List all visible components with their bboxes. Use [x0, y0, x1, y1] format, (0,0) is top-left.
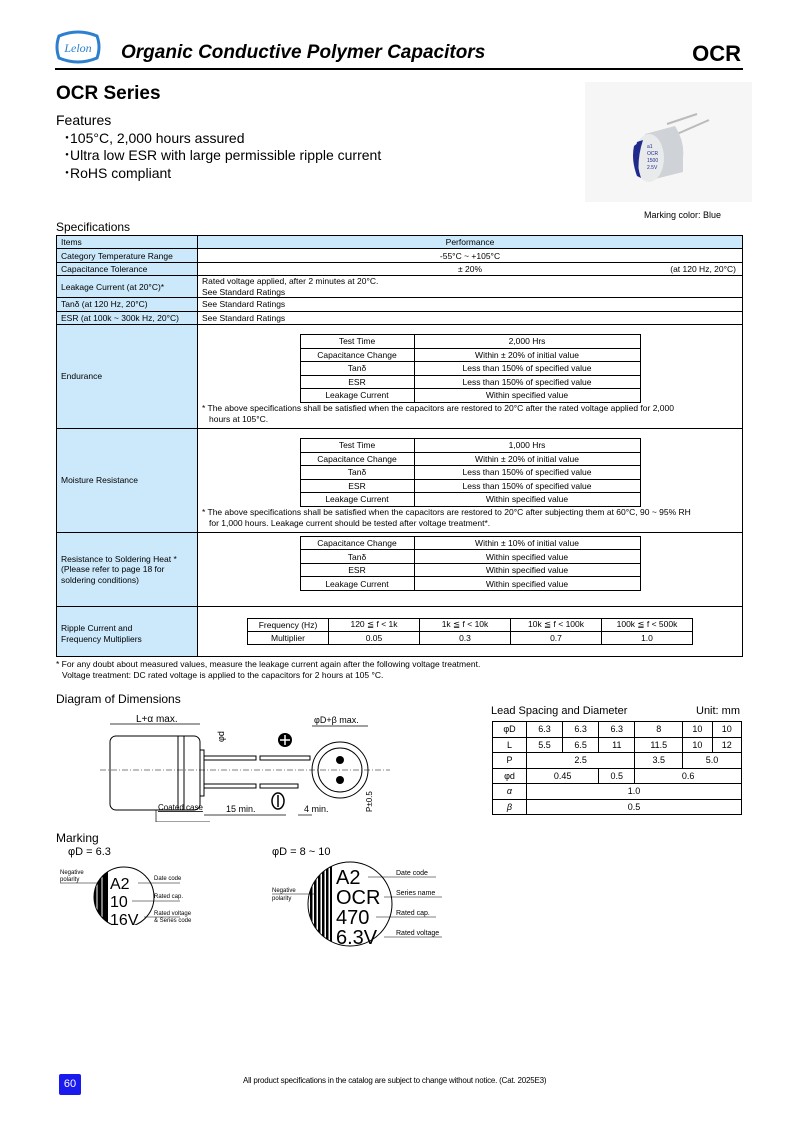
item-value: -55°C ~ +105°C: [198, 249, 743, 262]
table-row: L 5.5 6.5 11 11.5 10 12: [493, 737, 742, 753]
features-heading: Features: [56, 112, 112, 128]
svg-text:φD+β max.: φD+β max.: [314, 715, 359, 725]
large-size-label: φD = 8 ~ 10: [272, 846, 331, 858]
svg-text:2.5V: 2.5V: [647, 165, 658, 171]
table-row: β 0.5: [493, 799, 742, 815]
performance-header: Performance: [198, 236, 743, 249]
svg-text:10: 10: [110, 894, 128, 911]
lelon-logo-icon: [55, 30, 101, 64]
svg-text:Rated cap.: Rated cap.: [154, 894, 184, 900]
small-size-label: φD = 6.3: [68, 846, 111, 858]
series-code: OCR: [692, 41, 741, 66]
svg-text:Rated voltage: Rated voltage: [396, 930, 440, 937]
svg-text:Negative: Negative: [60, 870, 84, 876]
moisture-note: * The above specifications shall be satisfied when the capacitors are restored to 20°C after subjecting them at 60°C, 90 ~ 95% RH: [202, 506, 691, 517]
svg-text:Date code: Date code: [154, 876, 182, 882]
svg-text:16V: 16V: [110, 912, 139, 925]
condition-text: (at 120 Hz, 20°C): [670, 263, 736, 274]
svg-text:Lelon: Lelon: [64, 41, 92, 55]
svg-text:470: 470: [336, 907, 370, 929]
svg-text:1500: 1500: [647, 158, 659, 164]
items-header: Items: [57, 236, 198, 249]
svg-text:L+α max.: L+α max.: [136, 714, 178, 725]
ripple-table: Frequency (Hz) 120 ≦ f < 1k 1k ≦ f < 10k 10k ≦ f < 100k 100k ≦ f < 500k Multiplier 0.05 0.3 0.7 1.0: [247, 618, 693, 645]
features-section: [56, 112, 381, 182]
unit-label: Unit: mm: [696, 705, 740, 717]
table-row: φD 6.3 6.3 6.3 8 10 10: [493, 722, 742, 738]
svg-text:4 min.: 4 min.: [304, 804, 329, 814]
svg-text:A2: A2: [110, 876, 130, 893]
svg-text:OCR: OCR: [647, 151, 659, 157]
item-value: See Standard Ratings: [198, 311, 743, 324]
item-value: See Standard Ratings: [198, 298, 743, 311]
lead-spacing-table: [492, 721, 742, 815]
dimensions-label: Diagram of Dimensions: [56, 692, 181, 706]
table-row: [57, 311, 743, 324]
item-label: Capacitance Tolerance: [57, 262, 198, 275]
marking-label: Marking: [56, 831, 99, 845]
svg-text:Date code: Date code: [396, 870, 428, 877]
item-value: ± 20% (at 120 Hz, 20°C): [198, 262, 743, 275]
item-label: ESR (at 100k ~ 300k Hz, 20°C): [57, 311, 198, 324]
marking-diagram-large: [266, 860, 466, 950]
table-row: [57, 236, 743, 249]
table-row: α 1.0: [493, 784, 742, 800]
svg-text:Negative: Negative: [272, 888, 296, 894]
feature-item: ・Ultra low ESR with large permissible ripple current: [60, 147, 382, 163]
moisture-table: Test Time 1,000 Hrs Capacitance Change Within ± 20% of initial value Tanδ Less than 150% of specified value ESR Less than 150% of specified value Leakage Current Within specified value: [300, 438, 641, 507]
marking-diagram-small: [60, 865, 260, 925]
svg-text:OCR: OCR: [336, 887, 381, 909]
specifications-label: Specifications: [56, 220, 131, 234]
item-label: Endurance: [57, 324, 198, 428]
endurance-table: Test Time 2,000 Hrs Capacitance Change Within ± 20% of initial value Tanδ Less than 150% of specified value ESR Less than 150% of specified value Leakage Current Within specified value: [300, 334, 641, 403]
feature-item: ・RoHS compliant: [60, 164, 172, 181]
footer-note: All product specifications in the catalog are subject to change without notice. (Cat. 2025E3): [243, 1076, 547, 1085]
item-label: Leakage Current (at 20°C)*: [57, 276, 198, 298]
endurance-note: * The above specifications shall be satisfied when the capacitors are restored to 20°C after the rated voltage applied for 2,000: [202, 402, 674, 413]
table-row: [57, 276, 743, 298]
svg-text:φd: φd: [216, 731, 226, 742]
endurance-detail: Test Time 2,000 Hrs Capacitance Change Within ± 20% of initial value Tanδ Less than 150% of specified value ESR Less than 150% of specified value Leakage Current Within specified value * The above specifications shall be satisfied when the capacitors are restored to 20°C after the rated voltage applied for 2,000 hours at 105°C.: [198, 324, 743, 428]
item-label: Tanδ (at 120 Hz, 20°C): [57, 298, 198, 311]
table-row: [57, 428, 743, 532]
svg-text:15 min.: 15 min.: [226, 804, 256, 814]
catalog-title: Organic Conductive Polymer Capacitors: [121, 42, 486, 63]
svg-text:Rated voltage: Rated voltage: [154, 911, 192, 917]
item-value: Rated voltage applied, after 2 minutes at 20°C. See Standard Ratings: [198, 276, 743, 298]
table-row: [57, 606, 743, 656]
series-title: OCR Series: [56, 83, 161, 104]
table-row: P 2.5 3.5 5.0: [493, 753, 742, 769]
product-photo: [585, 82, 752, 202]
voltage-treatment-footnote: * For any doubt about measured values, measure the leakage current again after the following voltage treatment. Voltage treatment: DC rated voltage is applied to the capacitors for 2 hours at 105 °C.: [56, 659, 481, 680]
table-row: [57, 298, 743, 311]
item-label: Moisture Resistance: [57, 428, 198, 532]
svg-text:& Series code: & Series code: [154, 918, 192, 924]
ripple-detail: [198, 606, 743, 656]
specifications-table: [56, 235, 743, 657]
table-row: [57, 532, 743, 606]
table-row: [57, 262, 743, 275]
table-row: [57, 324, 743, 428]
item-label: Category Temperature Range: [57, 249, 198, 262]
svg-text:Coated case: Coated case: [158, 803, 203, 812]
item-label: Ripple Current and Frequency Multipliers: [57, 606, 198, 656]
table-row: [57, 249, 743, 262]
svg-text:P±0.5: P±0.5: [365, 791, 374, 812]
svg-text:Series name: Series name: [396, 890, 436, 897]
capacitor-image-icon: [585, 82, 752, 202]
soldering-table: Capacitance Change Within ± 10% of initial value Tanδ Within specified value ESR Within specified value Leakage Current Within specified value: [300, 536, 641, 591]
svg-text:A2: A2: [336, 867, 361, 889]
feature-item: ・105°C, 2,000 hours assured: [60, 129, 245, 146]
table-row: φd 0.45 0.5 0.6: [493, 768, 742, 784]
soldering-detail: [198, 532, 743, 606]
svg-text:Rated cap.: Rated cap.: [396, 910, 430, 917]
svg-text:polarity: polarity: [60, 877, 80, 883]
svg-text:a1: a1: [647, 144, 653, 150]
item-label: Resistance to Soldering Heat * (Please refer to page 18 for soldering conditions): [57, 532, 198, 606]
svg-text:polarity: polarity: [272, 896, 292, 902]
moisture-detail: Test Time 1,000 Hrs Capacitance Change Within ± 20% of initial value Tanδ Less than 150% of specified value ESR Less than 150% of specified value Leakage Current Within specified value * The above specifications shall be satisfied when the capacitors are restored to 20°C after subjecting them at 60°C, 90 ~ 95% RH for 1,000 hours. Leakage current should be tested after voltage treatment*.: [198, 428, 743, 532]
page-number: 60: [59, 1074, 81, 1095]
dimension-diagram: [100, 712, 390, 822]
lead-spacing-title: Lead Spacing and Diameter: [491, 705, 628, 717]
svg-text:6.3V: 6.3V: [336, 927, 378, 949]
marking-color-note: Marking color: Blue: [644, 210, 722, 220]
page-header: [55, 30, 743, 70]
